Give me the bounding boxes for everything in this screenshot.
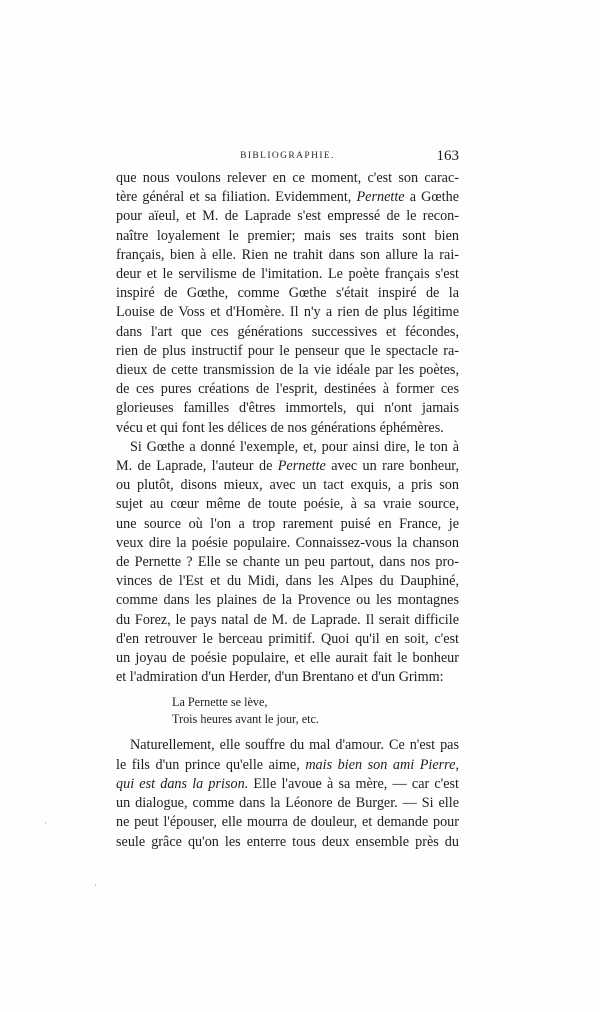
running-head: BIBLIOGRAPHIE. xyxy=(240,151,335,161)
body-text xyxy=(116,169,459,852)
text-line: une source où l'on a trop rarement puisé en France, je xyxy=(116,515,459,532)
text-line: comme dans les plaines de la Provence ou les montagnes xyxy=(116,592,459,609)
emphasis: qui est dans la prison. xyxy=(116,775,249,792)
text-line: tère général et sa filiation. Evidemment, Pernette a Gœthe xyxy=(116,189,459,206)
text-line: deur et le servilisme de l'imitation. Le poète français s'est xyxy=(116,266,459,283)
paper-speck: · xyxy=(94,880,97,890)
text-line: rien de plus instructif pour le penseur que le spectacle ra- xyxy=(116,342,459,359)
text-line: un dialogue, comme dans la Léonore de Burger. — Si elle xyxy=(116,795,459,812)
text-line: seule grâce qu'on les enterre tous deux ensemble près du xyxy=(116,833,459,850)
text-line: dans l'art que ces générations successives et fécondes, xyxy=(116,323,459,340)
text-line: sujet au cœur même de toute poésie, à sa vraie source, xyxy=(116,496,459,513)
text-line: de ces pures créations de l'esprit, destinées à former ces xyxy=(116,381,459,398)
page-number: 163 xyxy=(436,148,459,164)
paragraph-1 xyxy=(116,169,459,438)
text-line: Naturellement, elle souffre du mal d'amour. Ce n'est pas xyxy=(130,737,459,754)
paragraph-3 xyxy=(116,736,459,851)
work-title: Pernette xyxy=(277,458,326,475)
text-line: français, bien à elle. Rien ne trahit dans son allure la rai- xyxy=(116,246,459,263)
text-line: d'en retrouver le berceau primitif. Quoi qu'il en soit, c'est xyxy=(116,630,459,647)
emphasis: mais bien son ami Pierre, xyxy=(305,756,460,773)
text-line: du Forez, le pays natal de M. de Laprade. Il serait difficile xyxy=(116,611,459,628)
text-line: inspiré de Gœthe, comme Gœthe s'était inspiré de la xyxy=(116,285,459,302)
page-header xyxy=(116,148,459,168)
verse-line: La Pernette se lève, xyxy=(172,695,268,710)
paragraph-2 xyxy=(116,438,459,688)
verse-line: Trois heures avant le jour, etc. xyxy=(172,712,319,727)
paper-speck: · xyxy=(44,818,47,828)
text-line: naître loyalement le premier; mais ses traits sont bien xyxy=(116,227,459,244)
text-line: le fils d'un prince qu'elle aime, mais bien son ami Pierre, xyxy=(116,756,460,773)
text-line: M. de Laprade, l'auteur de Pernette avec un rare bonheur, xyxy=(116,458,459,475)
text-line: ne peut l'épouser, elle mourra de douleur, et demande pour xyxy=(116,814,459,831)
text-line: vécu et qui font les délices de nos générations éphémères. xyxy=(116,419,444,436)
text-line: Si Gœthe a donné l'exemple, et, pour ainsi dire, le ton à xyxy=(130,438,459,455)
text-line: Louise de Voss et d'Homère. Il n'y a rien de plus légitime xyxy=(116,304,459,321)
text-line: ou plutôt, disons mieux, avec un tact exquis, a pris son xyxy=(116,477,459,494)
text-line: qui est dans la prison. Elle l'avoue à sa mère, — car c'est xyxy=(116,775,460,792)
text-line: veux dire la poésie populaire. Connaissez-vous la chanson xyxy=(116,534,459,551)
text-line: dieux de cette transmission de la vie idéale par les poètes, xyxy=(116,362,459,379)
text-line: un joyau de poésie populaire, et elle aurait fait le bonheur xyxy=(116,650,459,667)
text-line: vinces de l'Est et du Midi, dans les Alpes du Dauphiné, xyxy=(116,573,459,590)
text-line: pour aïeul, et M. de Laprade s'est empressé de le recon- xyxy=(116,208,459,225)
verse-quotation xyxy=(172,694,459,728)
text-line: et l'admiration d'un Herder, d'un Brentano et d'un Grimm: xyxy=(116,669,444,686)
text-line: que nous voulons relever en ce moment, c'est son carac- xyxy=(116,170,459,186)
text-line: de Pernette ? Elle se chante un peu partout, dans nos pro- xyxy=(116,554,459,571)
work-title: Pernette xyxy=(356,189,405,206)
text-line: glorieuses familles d'êtres immortels, qui n'ont jamais xyxy=(116,400,459,417)
